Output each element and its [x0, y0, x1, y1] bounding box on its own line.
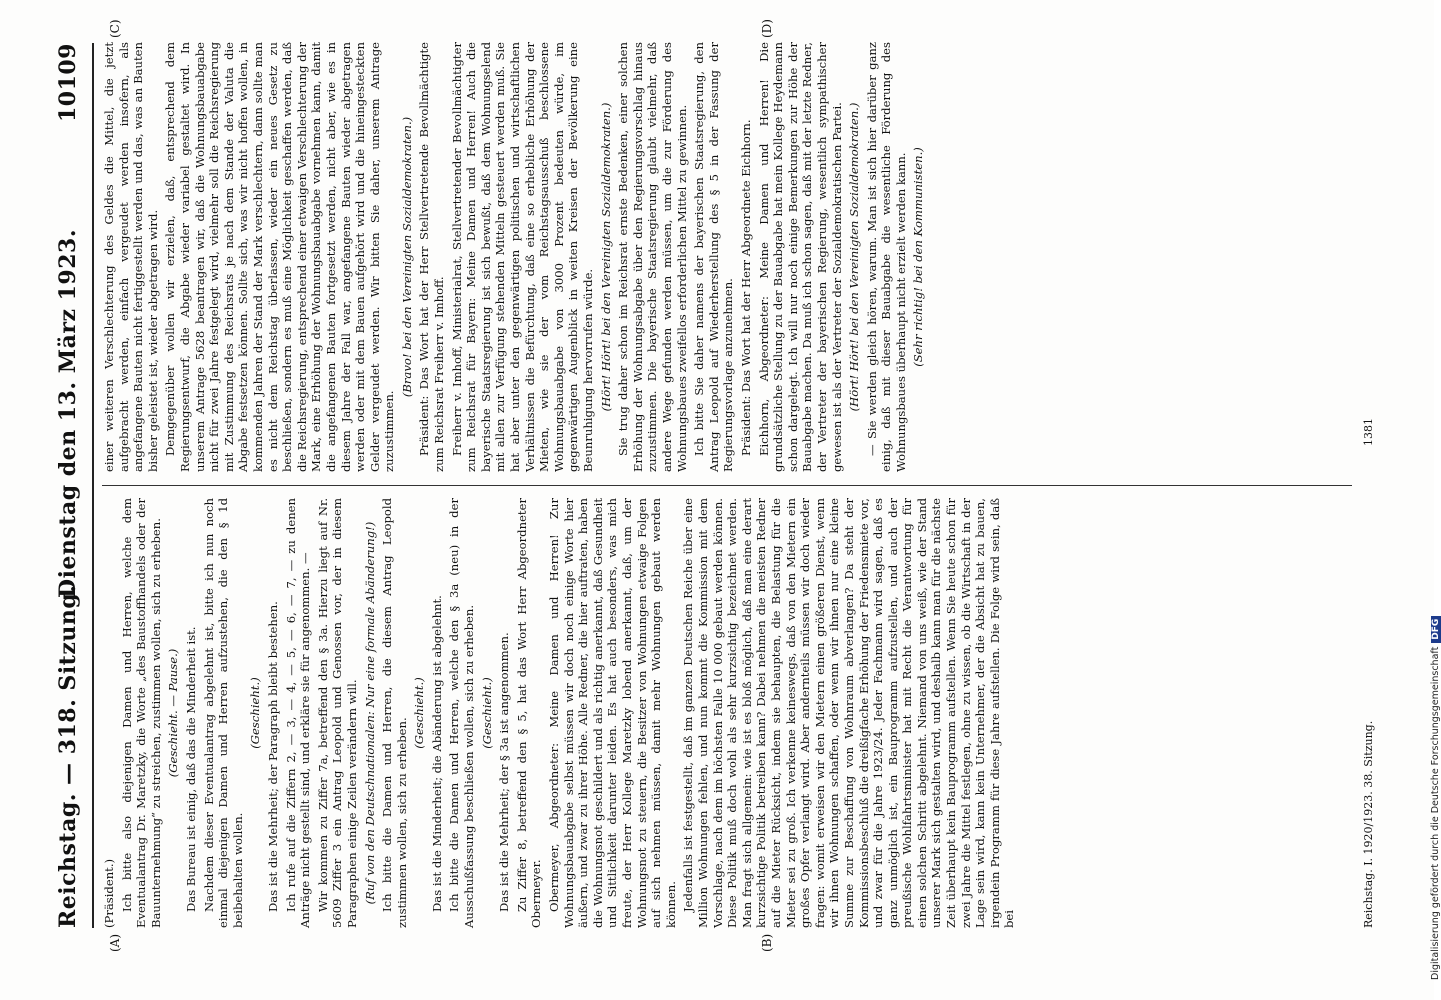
- paragraph: (Sehr richtig! bei den Kommunisten.): [911, 147, 926, 367]
- paragraph: (Geschieht.): [412, 677, 427, 749]
- paragraph: Ich bitte die Damen und Herren, die diesem Antrag Leopold zustimmen wollen, sich zu erheben.: [380, 498, 409, 928]
- paragraph: Das ist die Mehrheit; der Paragraph bleibt bestehen.: [265, 601, 280, 912]
- paragraph: — Sie werden gleich hören, warum. Man ist sich hier darüber ganz einig, daß mit dieser Bauabgabe die wesentliche Förderung des Wohnungsbaues überhaupt nicht erzielt werden kann.: [864, 42, 908, 472]
- header-session: Reichstag. — 318. Sitzung.: [55, 584, 81, 928]
- paragraph: (Hört! Hört! bei den Vereinigten Sozialdemokraten.): [598, 102, 613, 412]
- page-header: [55, 43, 91, 928]
- paragraph: Das Bureau ist einig, daß das die Minderheit ist.: [183, 626, 198, 912]
- header-rule: [92, 43, 94, 928]
- footer-reference: Reichstag. I. 1920/1923. 38. Sitzung.: [1362, 720, 1375, 928]
- paragraph: Obermeyer, Abgeordneter: Meine Damen und Herren! Zur Wohnungsbauabgabe selbst müssen wir doch noch einige Worte hier äußern, und zwar zu ihrer Höhe. Alle Redner, die hier auftraten, haben die Wohnungsnot geschildert und als richtig anerkannt, daß Gesundheit und Sittlichkeit darunter leiden. Es hat auch besonders, was mich freute, der Herr Kollege Maretzky lobend anerkannt, daß, um der Wohnungsnot zu steuern, die Besitzer von Wohnungen etwaige Folgen auf sich nehmen müssen, damit mehr Wohnungen gebaut werden können.: [547, 498, 678, 928]
- footer-page-ref: 1381: [1362, 418, 1375, 446]
- paragraph: Ich bitte Sie daher namens der bayerischen Staatsregierung, den Antrag Leopold auf Wiederherstellung des § 5 in der Fassung der Regierungsvorlage anzunehmen.: [692, 42, 736, 472]
- paragraph: Wir kommen zu Ziffer 7a, betreffend den § 3a. Hierzu liegt auf Nr. 5609 Ziffer 3 ein Antrag Leopold und Genossen vor, der in diesem Paragraphen einige Zeilen verändern will.: [315, 498, 359, 928]
- paragraph: Eichhorn, Abgeordneter: Meine Damen und Herren! Die grundsätzliche Stellung zu der Bauabgabe hat mein Kollege Heydemann schon dargelegt. Ich will nur noch einige Bemerkungen zur Höhe der Bauabgabe machen. Da muß ich schon sagen, daß mit der letzte Redner, der Vertreter der bayerischen Regierung, wesentlich sympathischer gewesen ist als der Vertreter der Sozialdemokratischen Partei.: [756, 42, 844, 472]
- paragraph: Das ist die Mehrheit; der § 3a ist angenommen.: [497, 632, 512, 912]
- page-footer: [1362, 418, 1375, 928]
- paragraph: Sie trug daher schon im Reichsrat ernste Bedenken, einer solchen Erhöhung der Wohnungsabgabe über den Regierungsvorschlag hinaus zuzustimmen. Die bayerische Staatsregierung glaubt vielmehr, daß andere Wege gefunden werden müssen, um die zur Förderung des Wohnungsbaues zweifellos erforderlichen Mittel zu gewinnen.: [616, 42, 689, 472]
- column-separator: [102, 485, 1352, 486]
- paragraph: Das ist die Minderheit; die Abänderung ist abgelehnt.: [429, 595, 444, 912]
- paragraph: (Geschieht.): [479, 677, 494, 749]
- paragraph: (Präsident.): [102, 858, 116, 928]
- paragraph: (Ruf von den Deutschnationalen: Nur eine formale Abänderung!): [362, 521, 377, 905]
- paragraph: Nachdem dieser Eventualantrag abgelehnt ist, bitte ich nun noch einmal diejenigen Damen und Herren aufzustehen, die den § 1d beibehalten wollen.: [201, 498, 245, 928]
- margin-mark-c: (C): [108, 19, 122, 38]
- paragraph: Präsident: Das Wort hat der Herr Abgeordnete Eichhorn.: [738, 119, 753, 456]
- right-column: [102, 42, 1352, 472]
- header-date: Dienstag den 13. März 1923.: [55, 229, 81, 598]
- left-column: [102, 498, 1352, 928]
- paragraph: Zu Ziffer 8, betreffend den § 5, hat das Wort Herr Abgeordneter Obermeyer.: [514, 498, 544, 928]
- paragraph: Jedenfalls ist festgestellt, daß im ganzen Deutschen Reiche über eine Million Wohnungen fehlen, und nun kommt die Kommission mit dem Vorschlage, nach dem im höchsten Falle 10 000 gebaut werden können. Diese Politik muß doch wohl als sehr kurzsichtig bezeichnet werden. Man fragt sich allgemein: wie ist es bloß möglich, daß man eine derart kurzsichtige Politik betreiben kann? Dabei nehmen die meisten Redner auf die Mieter Rücksicht, indem sie behaupten, die Belastung für die Mieter sei zu groß. Ich verkenne keineswegs, daß von den Mietern ein großes Opfer verlangt wird. Aber andernteils müssen wir doch wieder fragen: womit erweisen wir den Mietern einen größeren Dienst, wenn wir ihnen Wohnungen schaffen, oder wenn wir ihnen nur eine kleine Summe zur Beschaffung von Wohnraum abverlangen? Da steht der Kommissionsbeschluß die dreißigfache Erhöhung der Friedensmiete vor, und zwar für die Jahre 1923/24. Jeder Fachmann wird sagen, daß es ganz unmöglich ist, ein Bauprogramm aufzustellen, und auch der preußische Wohlfahrtsminister hat mit Recht die Verantwortung für einen solchen Schritt abgelehnt. Niemand von uns weiß, wie der Stand unserer Mark sich gestalten wird, und deshalb kann man für die nächste Zeit überhaupt kein Bauprogramm aufstellen. Wenn Sie heute schon für zwei Jahre die Mittel festlegen, ohne zu wissen, ob die Wirtschaft in der Lage sein wird, kann kein Unternehmer, der die Absicht hat zu bauen, irgendein Programm für diese Jahre aufstellen. Die Folge wird sein, daß bei: [681, 498, 1017, 928]
- dfg-logo: DFG: [1431, 616, 1441, 643]
- digitization-text: Digitalisierung gefördert durch die Deutsche Forschungsgemeinschaft: [1430, 646, 1441, 980]
- paragraph: (Geschieht. — Pause.): [166, 648, 181, 778]
- paragraph: einer weiteren Verschlechterung des Geldes die Mittel, die jetzt aufgebracht werden, einfach vergeudet werden insofern, als angefangene Bauten nicht fertiggestellt werden und das, was an Bauten bisher geleistet ist, wieder abgetragen wird.: [102, 42, 160, 472]
- margin-mark-d: (D): [760, 19, 774, 38]
- paragraph: (Geschieht.): [248, 677, 263, 749]
- paragraph: Ich bitte die Damen und Herren, welche den § 3a (neu) in der Ausschußfassung beschließen wollen, sich zu erheben.: [447, 498, 477, 928]
- margin-mark-b: (B): [760, 933, 774, 952]
- paragraph: Demgegenüber wollen wir erzielen, daß, entsprechend dem Regierungsentwurf, die Abgabe wieder variabel gestaltet wird. In unserem Antrage 5628 beantragen wir, daß die Wohnungsbauabgabe nicht für zwei Jahre festgelegt wird, vielmehr soll die Reichsregierung mit Zustimmung des Reichsrats je nach dem Stande der Valuta die Abgabe festsetzen können. Sollte sich, was wir nicht hoffen wollen, in kommenden Jahren der Stand der Mark verschlechtern, dann sollte man es nicht dem Reichstag überlassen, wieder ein neues Gesetz zu beschließen, sondern es muß eine Möglichkeit geschaffen werden, daß die Reichsregierung, entsprechend einer etwaigen Verschlechterung der Mark, eine Erhöhung der Wohnungsbauabgabe vornehmen kann, damit die angefangenen Bauten fortgesetzt werden, nicht aber, wie es in diesem Jahre der Fall war, angefangene Bauten wieder abgetragen werden oder mit dem Bauen aufgehört wird und die hineingesteckten Gelder vergeudet werden. Wir bitten Sie daher, unserem Antrage zuzustimmen.: [163, 42, 397, 472]
- paragraph: Präsident: Das Wort hat der Herr Stellvertretende Bevollmächtigte zum Reichsrat Freiherr v. Imhoff.: [417, 42, 447, 472]
- paragraph: (Hört! Hört! bei den Vereinigten Sozialdemokraten.): [847, 102, 862, 412]
- margin-mark-a: (A): [108, 933, 122, 952]
- header-page-number: 10109: [55, 43, 81, 123]
- paragraph: (Bravo! bei den Vereinigten Sozialdemokraten.): [399, 116, 414, 398]
- digitization-note: [1418, 20, 1441, 980]
- paragraph: Freiherr v. Imhoff, Ministerialrat, Stellvertretender Bevollmächtigter zum Reichsrat für Bayern: Meine Damen und Herren! Auch die bayerische Staatsregierung ist sich bewußt, daß dem Wohnungselend mit allen zur Verfügung stehenden Mitteln gesteuert werden muß. Sie hat aber unter den gegenwärtigen politischen und wirtschaftlichen Verhältnissen die Befürchtung, daß eine so erhebliche Erhöhung der Mieten, wie sie der vom Reichstagsausschuß beschlossene Wohnungsbauabgabe von 3000 Prozent bedeuten würde, im gegenwärtigen Augenblick in weiten Kreisen der Bevölkerung eine Beunruhigung hervorrufen würde.: [449, 42, 595, 472]
- paragraph: Ich bitte also diejenigen Damen und Herren, welche dem Eventualantrag Dr. Maretzky, die Worte „des Baustoffhandels oder der Bauunternehmung“ zu streichen, zustimmen wollen, sich zu erheben.: [119, 498, 163, 928]
- paragraph: Ich rufe auf die Ziffern 2, — 3, — 4, — 5, — 6, — 7, — zu denen Anträge nicht gestellt sind, und erkläre sie für angenommen. —: [283, 498, 313, 928]
